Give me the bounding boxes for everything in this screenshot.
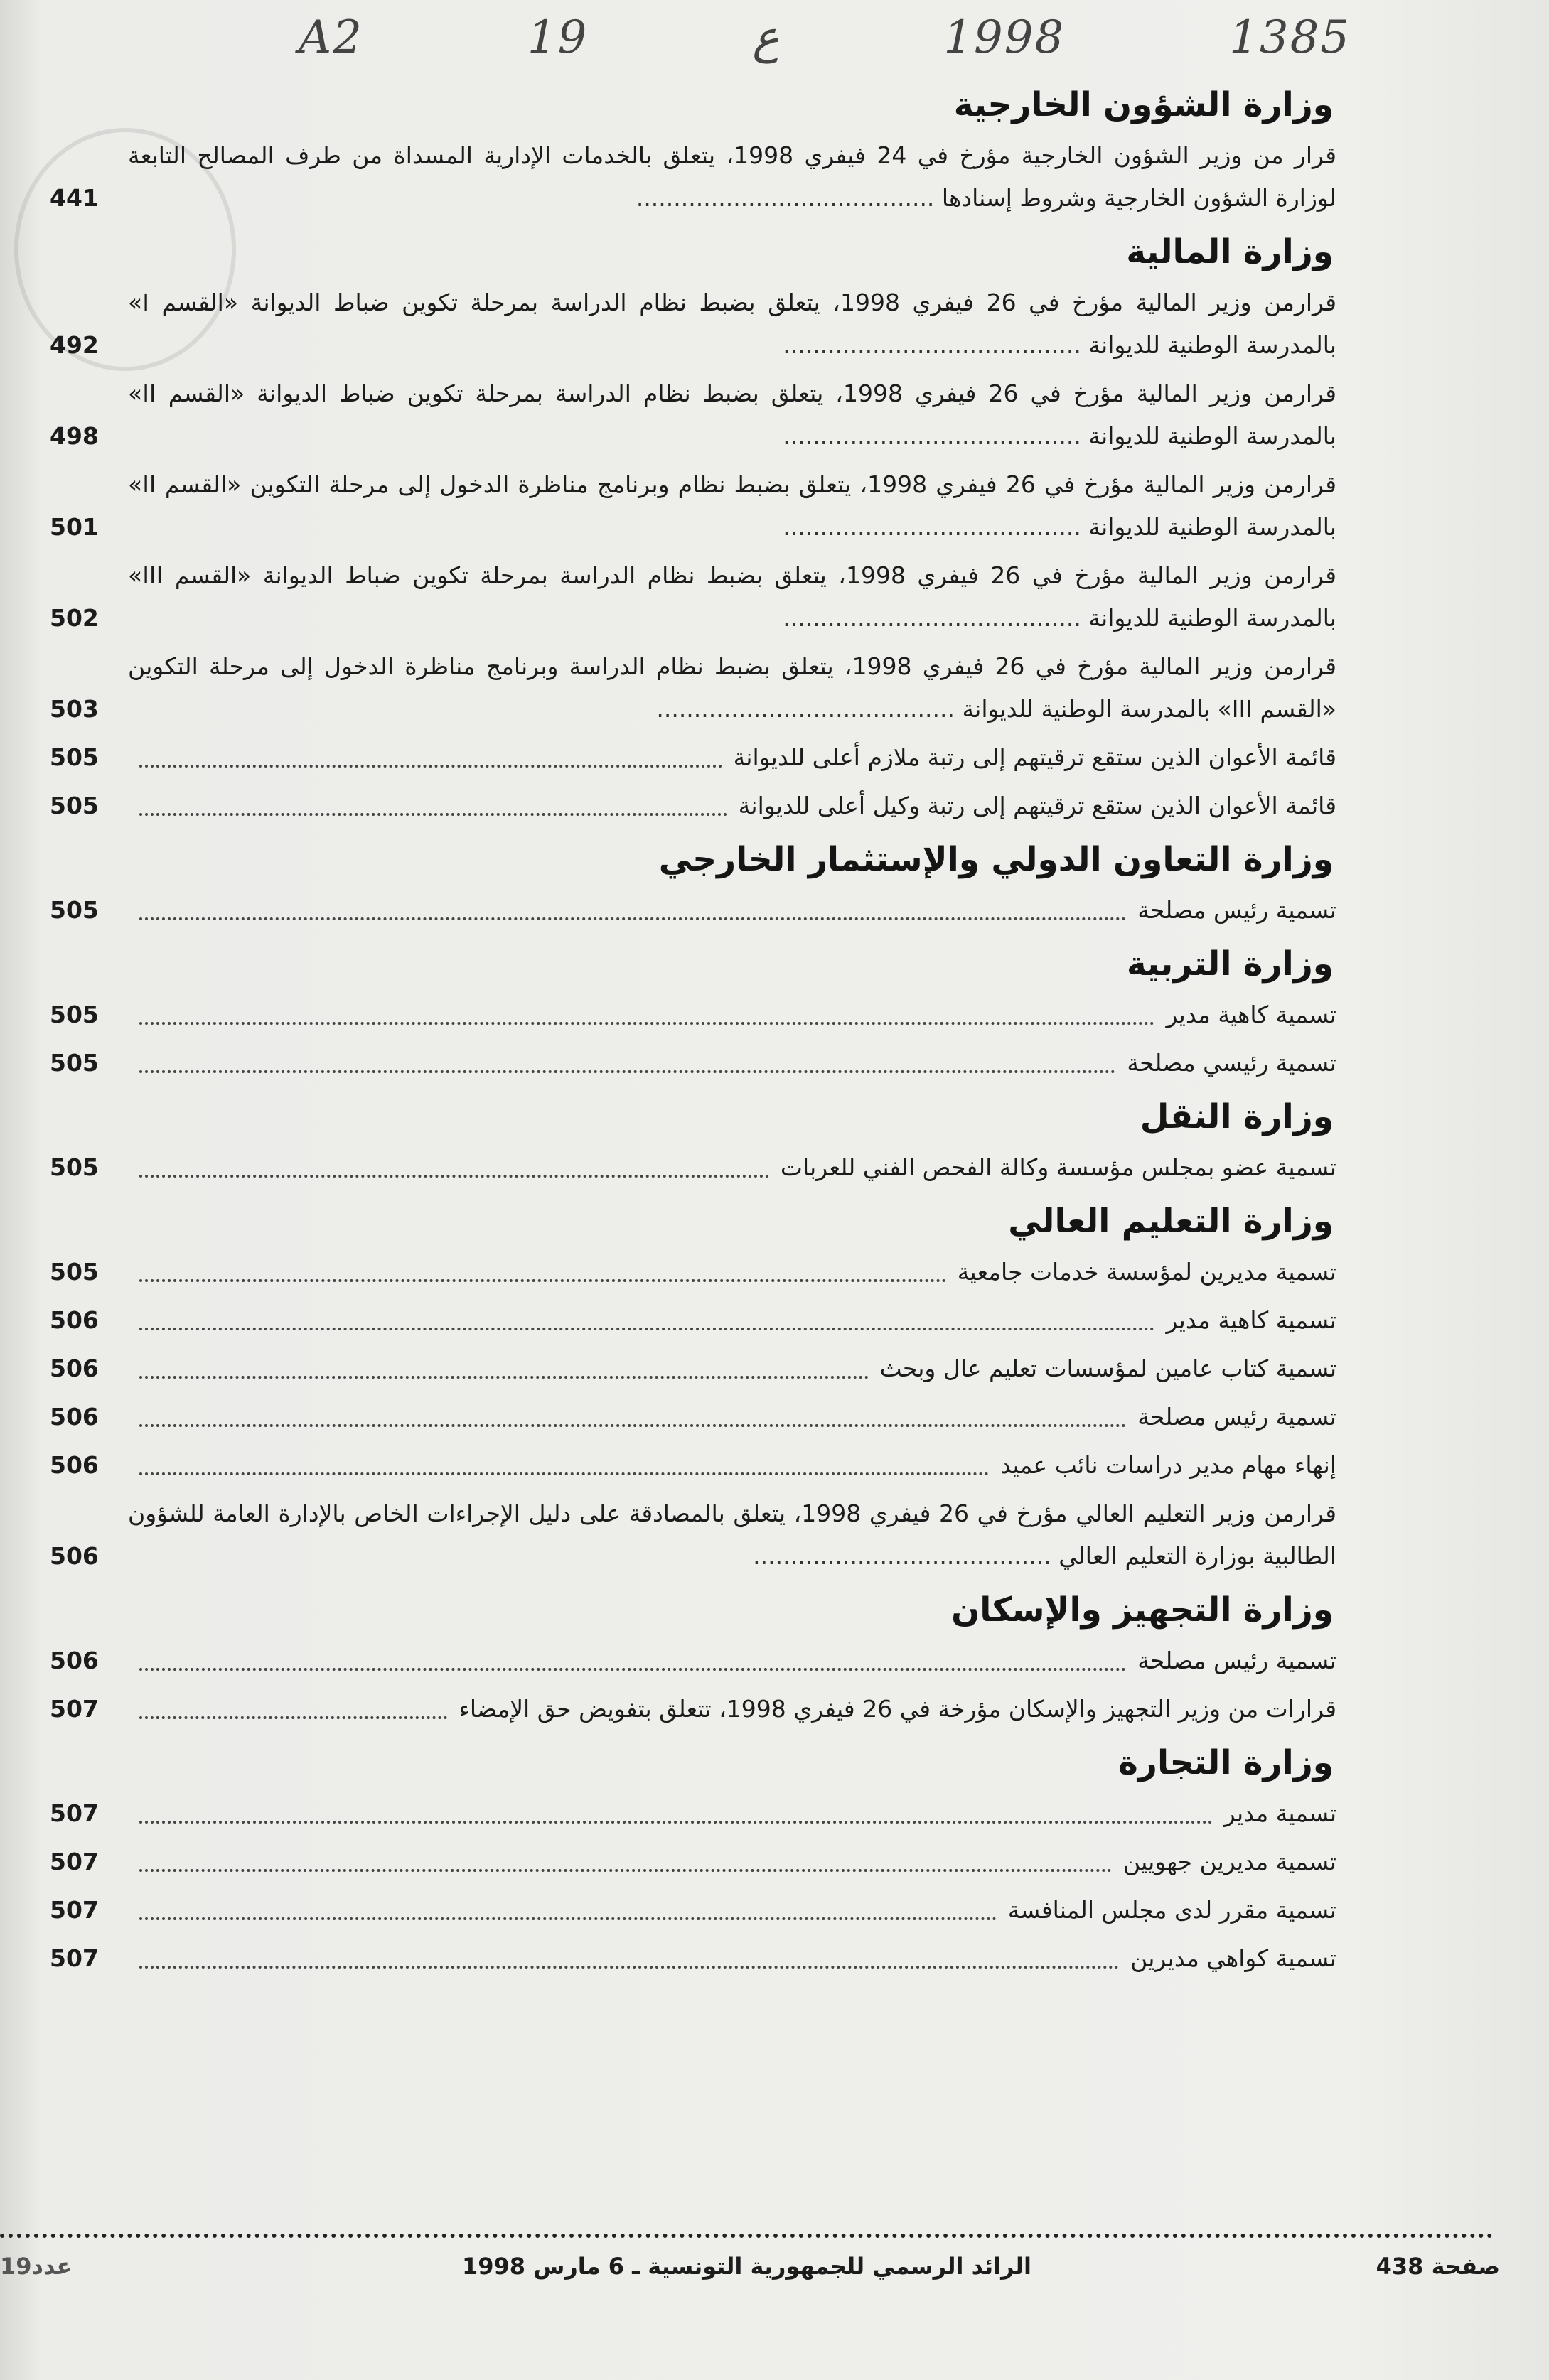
dot-leader xyxy=(139,1716,447,1719)
entry-page-number: 505 xyxy=(50,1258,99,1286)
entry-page-number: 492 xyxy=(50,331,99,359)
entry-text: تسمية مديرين لمؤسسة خدمات جامعية xyxy=(957,1258,1336,1286)
toc-entry xyxy=(43,1639,1336,1682)
entry-text: تسمية كاهية مدير xyxy=(1166,1306,1336,1334)
entry-text: تسمية مدير xyxy=(1223,1799,1336,1827)
toc-entry xyxy=(43,645,1336,731)
entry-text: تسمية كواهي مديرين xyxy=(1130,1944,1336,1972)
entry-text: قائمة الأعوان الذين ستقع ترقيتهم إلى رتبة ملازم أعلى للديوانة xyxy=(733,743,1336,771)
entry-text: تسمية رئيسي مصلحة xyxy=(1127,1049,1336,1077)
toc-section xyxy=(43,1202,1336,1578)
toc-entry xyxy=(43,994,1336,1036)
dot-leader xyxy=(139,1917,997,1920)
entry-page-number: 507 xyxy=(50,1848,99,1875)
entry-page-number: 505 xyxy=(50,1153,99,1181)
dot-leader: ........................................ xyxy=(656,695,963,723)
entry-text-block xyxy=(128,1492,1336,1578)
entry-text: قرارمن وزير المالية مؤرخ في 26 فيفري 1998، يتعلق بضبط نظام الدراسة بمرحلة تكوين ضباط الديوانة «القسم III» بالمدرسة الوطنية للديوانة xyxy=(128,561,1336,632)
toc-entry xyxy=(43,134,1336,220)
entry-page-number: 441 xyxy=(50,184,99,212)
entry-text: قرارات من وزير التجهيز والإسكان مؤرخة في 26 فيفري 1998، تتعلق بتفويض حق الإمضاء xyxy=(459,1695,1336,1723)
entry-page-number: 502 xyxy=(50,604,99,632)
page-number: صفحة 438 xyxy=(1376,2253,1500,2280)
toc-entry xyxy=(43,736,1336,779)
dot-leader: ........................................ xyxy=(753,1542,1059,1570)
toc-entry xyxy=(43,1688,1336,1730)
handwritten-ref: 1385 xyxy=(1229,11,1351,64)
entry-page-number: 507 xyxy=(50,1944,99,1972)
section-title: وزارة التعليم العالي xyxy=(1008,1202,1334,1241)
toc-entry xyxy=(43,1937,1336,1980)
toc-entry xyxy=(43,1251,1336,1293)
footer-rule xyxy=(0,2234,1493,2238)
handwritten-code: A2 xyxy=(299,11,363,64)
entry-text: تسمية رئيس مصلحة xyxy=(1137,1647,1336,1674)
dot-leader xyxy=(139,1070,1115,1073)
section-title: وزارة الشؤون الخارجية xyxy=(953,85,1334,124)
toc-section xyxy=(43,944,1336,1084)
entry-text-block xyxy=(128,463,1336,549)
entry-page-number: 507 xyxy=(50,1799,99,1827)
table-of-contents xyxy=(43,85,1336,1993)
entry-text: تسمية مقرر لدى مجلس المنافسة xyxy=(1007,1896,1336,1924)
toc-entry xyxy=(43,1396,1336,1438)
dot-leader xyxy=(139,1966,1119,1969)
dot-leader: ........................................ xyxy=(783,331,1089,359)
entry-page-number: 505 xyxy=(50,896,99,924)
dot-leader xyxy=(139,917,1126,920)
entry-text: قرارمن وزير المالية مؤرخ في 26 فيفري 1998، يتعلق بضبط نظام الدراسة بمرحلة تكوين ضباط الديوانة «القسم II» بالمدرسة الوطنية للديوانة xyxy=(128,379,1336,450)
entry-page-number: 506 xyxy=(50,1355,99,1382)
entry-page-number: 506 xyxy=(50,1542,99,1570)
entry-page-number: 501 xyxy=(50,513,99,541)
section-title: وزارة المالية xyxy=(1126,232,1334,271)
dot-leader: ........................................ xyxy=(636,184,942,212)
entry-text: تسمية كاهية مدير xyxy=(1166,1001,1336,1028)
entry-text-block xyxy=(128,645,1336,731)
toc-entry xyxy=(43,281,1336,367)
dot-leader xyxy=(139,765,722,768)
entry-text: تسمية مديرين جهويين xyxy=(1123,1848,1336,1875)
dot-leader: ........................................ xyxy=(783,422,1089,450)
dot-leader xyxy=(139,1821,1213,1824)
toc-entry xyxy=(43,1792,1336,1835)
entry-page-number: 505 xyxy=(50,743,99,771)
toc-entry xyxy=(43,463,1336,549)
entry-page-number: 505 xyxy=(50,1001,99,1028)
dot-leader xyxy=(139,1424,1126,1427)
toc-entry xyxy=(43,1146,1336,1189)
dot-leader: ........................................ xyxy=(783,513,1089,541)
toc-entry xyxy=(43,1889,1336,1932)
section-title: وزارة النقل xyxy=(1140,1097,1334,1136)
entry-page-number: 505 xyxy=(50,1049,99,1077)
dot-leader xyxy=(139,1328,1154,1330)
entry-text: قرارمن وزير المالية مؤرخ في 26 فيفري 1998، يتعلق بضبط نظام الدراسة بمرحلة تكوين ضباط الديوانة «القسم I» بالمدرسة الوطنية للديوانة xyxy=(128,289,1336,359)
entry-page-number: 506 xyxy=(50,1451,99,1479)
toc-entry xyxy=(43,785,1336,827)
dot-leader xyxy=(139,1668,1126,1671)
dot-leader xyxy=(139,1175,769,1178)
entry-text: إنهاء مهام مدير دراسات نائب عميد xyxy=(1000,1451,1336,1479)
entry-text: قرارمن وزير المالية مؤرخ في 26 فيفري 1998، يتعلق بضبط نظام الدراسة وبرنامج مناظرة الدخول إلى مرحلة التكوين «القسم III» بالمدرسة الوطنية للديوانة xyxy=(128,652,1336,723)
toc-entry xyxy=(43,554,1336,640)
toc-section xyxy=(43,232,1336,827)
section-title: وزارة التعاون الدولي والإستثمار الخارجي xyxy=(658,840,1334,879)
toc-entry xyxy=(43,1841,1336,1883)
handwritten-year: 1998 xyxy=(943,11,1066,64)
entry-page-number: 506 xyxy=(50,1403,99,1431)
entry-text: قائمة الأعوان الذين ستقع ترقيتهم إلى رتبة وكيل أعلى للديوانة xyxy=(738,792,1336,819)
issue-number: عدد19 xyxy=(0,2253,73,2280)
page-footer xyxy=(0,2253,1507,2295)
entry-text-block xyxy=(128,372,1336,458)
toc-entry xyxy=(43,1347,1336,1390)
section-title: وزارة التربية xyxy=(1126,944,1334,984)
entry-text-block xyxy=(128,554,1336,640)
entry-page-number: 506 xyxy=(50,1647,99,1674)
toc-entry xyxy=(43,372,1336,458)
entry-text: تسمية عضو بمجلس مؤسسة وكالة الفحص الفني للعربات xyxy=(780,1153,1336,1181)
toc-section xyxy=(43,1097,1336,1189)
entry-page-number: 505 xyxy=(50,792,99,819)
entry-page-number: 507 xyxy=(50,1695,99,1723)
entry-text: قرار من وزير الشؤون الخارجية مؤرخ في 24 فيفري 1998، يتعلق بالخدمات الإدارية المسداة من طرف المصالح التابعة لوزارة الشؤون الخارجية وشروط إسنادها xyxy=(128,141,1336,212)
entry-page-number: 503 xyxy=(50,695,99,723)
toc-section xyxy=(43,1743,1336,1980)
dot-leader xyxy=(139,1869,1112,1872)
toc-section xyxy=(43,85,1336,220)
toc-entry xyxy=(43,889,1336,932)
journal-title: الرائد الرسمي للجمهورية التونسية ـ 6 مارس 1998 xyxy=(462,2253,1031,2280)
entry-text-block xyxy=(128,281,1336,367)
dot-leader: ........................................ xyxy=(783,604,1089,632)
handwritten-annotation xyxy=(299,6,1351,70)
toc-section xyxy=(43,840,1336,932)
entry-page-number: 506 xyxy=(50,1306,99,1334)
section-title: وزارة التجارة xyxy=(1118,1743,1334,1782)
entry-text-block xyxy=(128,134,1336,220)
dot-leader xyxy=(139,813,727,816)
toc-entry xyxy=(43,1042,1336,1084)
entry-page-number: 507 xyxy=(50,1896,99,1924)
toc-entry xyxy=(43,1299,1336,1342)
dot-leader xyxy=(139,1376,869,1379)
entry-text: قرارمن وزير التعليم العالي مؤرخ في 26 فيفري 1998، يتعلق بالمصادقة على دليل الإجراءات الخاص بالإدارة العامة للشؤون الطالبية بوزارة التعليم العالي xyxy=(128,1499,1336,1570)
dot-leader xyxy=(139,1279,946,1282)
dot-leader xyxy=(139,1022,1154,1025)
entry-text: قرارمن وزير المالية مؤرخ في 26 فيفري 1998، يتعلق بضبط نظام وبرنامج مناظرة الدخول إلى مرحلة التكوين «القسم II» بالمدرسة الوطنية للديوانة xyxy=(128,470,1336,541)
entry-text: تسمية رئيس مصلحة xyxy=(1137,896,1336,924)
toc-entry xyxy=(43,1492,1336,1578)
dot-leader xyxy=(139,1472,989,1475)
toc-section xyxy=(43,1590,1336,1730)
toc-entry xyxy=(43,1444,1336,1487)
handwritten-letter: ع xyxy=(752,11,780,64)
entry-text: تسمية رئيس مصلحة xyxy=(1137,1403,1336,1431)
entry-text: تسمية كتاب عامين لمؤسسات تعليم عال وبحث xyxy=(879,1355,1336,1382)
handwritten-number: 19 xyxy=(527,11,589,64)
entry-page-number: 498 xyxy=(50,422,99,450)
section-title: وزارة التجهيز والإسكان xyxy=(951,1590,1334,1630)
